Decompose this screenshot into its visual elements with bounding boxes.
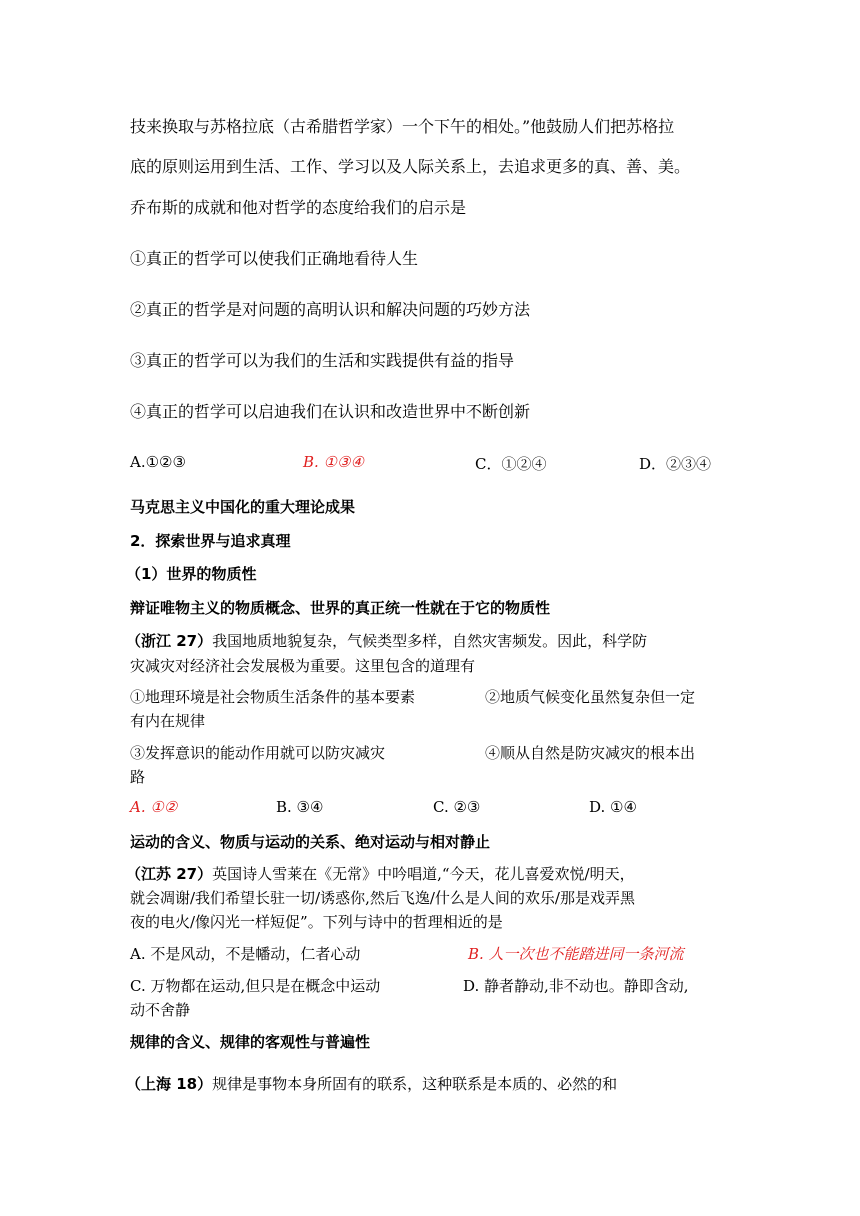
topic-heading: 运动的含义、物质与运动的关系、绝对运动与相对静止 [130, 833, 491, 851]
paragraph-line: 底的原则运用到生活、工作、学习以及人际关系上，去追求更多的真、善、美。 [130, 157, 691, 176]
option-d-cont: 动不舍静 [130, 1001, 191, 1019]
question-line: （江苏 27）英国诗人雪莱在《无常》中吟唱道,“今天，花儿喜爱欢悦/明天， [126, 865, 635, 883]
option-d: D．②③④ [639, 455, 712, 473]
option-a-answer: A. ①② [130, 798, 178, 816]
topic-heading: 辩证唯物主义的物质概念、世界的真正统一性就在于它的物质性 [130, 599, 551, 617]
statement-4-cont: 路 [130, 768, 146, 786]
statement-2: ②地质气候变化虽然复杂但一定 [485, 688, 696, 706]
option-b: B. ③④ [276, 798, 324, 816]
option-b-answer: B. ①③④ [303, 453, 364, 471]
option-d: D. ①④ [589, 798, 637, 816]
section-heading: 马克思主义中国化的重大理论成果 [130, 498, 356, 516]
statement-2: ②真正的哲学是对问题的高明认识和解决问题的巧妙方法 [130, 300, 531, 319]
section-heading: 2．探索世界与追求真理 [130, 532, 291, 550]
question-line: 夜的电火/像闪光一样短促”。下列与诗中的哲理相近的是 [130, 913, 503, 931]
question-source: （江苏 27） [126, 865, 213, 883]
statement-4: ④真正的哲学可以启迪我们在认识和改造世界中不断创新 [130, 402, 531, 421]
question-line: （上海 18）规律是事物本身所固有的联系，这种联系是本质的、必然的和 [126, 1075, 618, 1093]
statement-3: ③发挥意识的能动作用就可以防灾减灾 [130, 744, 386, 762]
statement-2-cont: 有内在规律 [130, 712, 206, 730]
option-c: C. ②③ [433, 798, 481, 816]
option-a: A. 不是风动，不是幡动，仁者心动 [130, 945, 361, 963]
statement-1: ①真正的哲学可以使我们正确地看待人生 [130, 249, 419, 268]
option-b-answer: B. 人一次也不能踏进同一条河流 [468, 945, 684, 963]
question-source: （上海 18） [126, 1075, 213, 1093]
subsection-heading: （1）世界的物质性 [126, 565, 257, 583]
question-source: （浙江 27） [126, 632, 213, 650]
option-c: C. 万物都在运动,但只是在概念中运动 [130, 977, 381, 995]
paragraph-line: 乔布斯的成就和他对哲学的态度给我们的启示是 [130, 198, 467, 217]
option-c: C．①②④ [475, 455, 547, 473]
question-line: （浙江 27）我国地质地貌复杂，气候类型多样，自然灾害频发。因此，科学防 [126, 632, 648, 650]
statement-3: ③真正的哲学可以为我们的生活和实践提供有益的指导 [130, 351, 515, 370]
topic-heading: 规律的含义、规律的客观性与普遍性 [130, 1033, 371, 1051]
statement-4: ④顺从自然是防灾减灾的根本出 [485, 744, 696, 762]
question-line: 灾减灾对经济社会发展极为重要。这里包含的道理有 [130, 657, 476, 675]
paragraph-line: 技来换取与苏格拉底（古希腊哲学家）一个下午的相处。”他鼓励人们把苏格拉 [130, 117, 675, 136]
option-d: D. 静者静动,非不动也。静即含动, [463, 977, 689, 995]
question-line: 就会凋谢/我们希望长驻一切/诱惑你,然后飞逸/什么是人间的欢乐/那是戏弄黑 [130, 889, 635, 907]
option-a: A.①②③ [130, 453, 186, 471]
statement-1: ①地理环境是社会物质生活条件的基本要素 [130, 688, 416, 706]
